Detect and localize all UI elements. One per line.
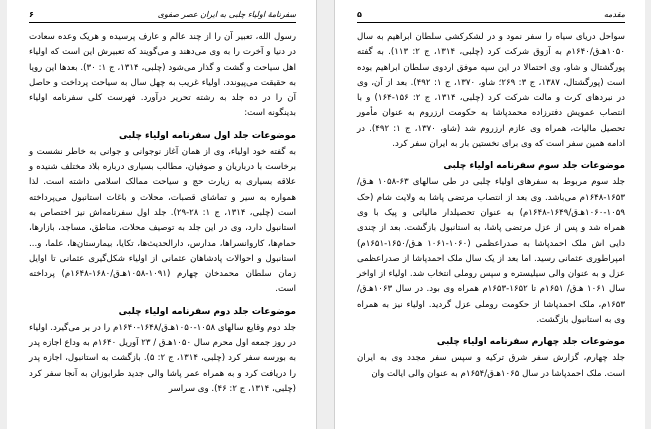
right-page	[334, 0, 645, 429]
section-heading: موضوعات جلد اول سفرنامه اولیاء چلبی	[118, 130, 296, 141]
page-number: ۶	[29, 10, 34, 19]
left-page	[7, 0, 317, 429]
page-header	[29, 8, 296, 23]
running-title: مقدمه	[603, 10, 625, 19]
section-heading: موضوعات جلد سوم سفرنامه اولیاء چلبی	[443, 161, 625, 172]
section-heading: موضوعات جلد دوم سفرنامه اولیاء چلبی	[118, 306, 296, 317]
page-content	[29, 30, 296, 429]
paragraph: جلد چهارم، گزارش سفر شرق ترکیه و سپس سفر مجدد وی به ایران است. ملک احمدپاشا در سال ۱۰۶۵هـ‌ق/۱۶۵۴م به عنوان والی ایالت وان	[357, 353, 625, 379]
paragraph: سواحل دریای سیاه را سفر نمود و در لشکرکشی سلطان ابراهیم به سال ۱۰۵۰هـ‌ق/۱۶۴۰م به آزوق شرکت کرد (چلبی، ۱۳۱۴، ج ۲: ۱۱۳). به گفته پورگشتال و شاو، وی احتمالا در این سپه موفق اردوی سلطان ابراهیم بوده است (پورگشتال، ۱۳۸۷، ج ۳: ۲۶۹؛ شاو، ۱۳۷۰، ج ۱: ۴۹۲). بعد از آن، وی در نبردهای کرت و مالت شرکت کرد (چلبی، ۱۳۱۴، ج ۲: ۱۵۶-۱۶۴) و با انتصاب عمویش دفترزاده محمدپاشا به حکومت ارزروم به عنوان مأمور تحصیل مالیات، همراه وی عازم ارزروم شد (شاو، ۱۳۷۰، ج ۱: ۴۹۲). در ادامه همین سفر است که وی برای نخستین بار به ایران سفر کرد.	[357, 32, 625, 150]
section-heading: موضوعات جلد چهارم سفرنامه اولیاء چلبی	[436, 337, 625, 348]
page-header	[357, 8, 625, 23]
paragraph: رسول الله، تعبیر آن را از چند عالم و عارف پرسیده و هریک وعده سعادت در دنیا و آخرت را به وی می‌دهند و می‌گویند که تعبیرش این است که اولیاء اهل سیاحت و گشت و گذار می‌شود (چلبی، ۱۳۱۴، ج ۱: ۳۰). بعدها این رویا به حقیقت می‌پیوندد. اولیاء غریب به چهل سال به سیاحت پرداخت و حاصل آن را در ده جلد به رشته تحریر درآورد. فهرست کلی سفرنامه اولیاء بدینگونه است:	[29, 32, 296, 119]
running-title: سفرنامهٔ اولیاء چلبی به ایران عصر صفوی	[157, 10, 296, 19]
paragraph: به گفته خود اولیاء، وی از همان آغاز نوجوانی و جوانی به خاطر نشست و برخاست با درباریان و صوفیان، مطالب بسیاری درباره بلاد مختلف شنیده و علاقه بسیاری به زیارت حج و سیاحت ممالک اسلامی داشته است. لذا همواره به سیر و تماشای قصبات، محلات و باغات استانبول می‌پرداخته است (چلبی، ۱۳۱۴، ج ۱: ۲۸-۲۹). جلد اول سفرنامه‌اش نیز اختصاص به استانبول دارد، وی در این جلد به توصیف محلات، مناطق، مساجد، بازارها، حمام‌ها، کاروانسراها، مدارس، دارالحدیث‌ها، تکایا، بیمارستان‌ها، علما، و... استانبول و احوالات پادشاهان عثمانی از اولیاء شکل‌گیری عثمانی تا اوایل زمان سلطان محمدخان چهارم (۱۰۹۱-۱۰۵۸هـ‌ق/۱۶۸۰-۱۶۴۸م) پرداخته است.	[29, 146, 296, 295]
page-content	[357, 30, 625, 429]
paragraph: جلد دوم وقایع سالهای ۱۰۵۸-۱۰۵۰هـ‌ق/۱۶۴۸-۱۶۴۰م را در بر می‌گیرد. اولیاء در روز جمعه اول محرم سال ۱۰۵۰هـ‌ق / ۲۳ آوریل ۱۶۴۰م به وداع اجازه پدر به بورسه سفر کرد (چلبی، ۱۳۱۴، ج ۲: ۵). بازگشت به استانبول، اجازه پدر را دریافت کرد و به همراه عمر پاشا والی جدید طرابوزان به آنجا سفر کرد (چلبی، ۱۳۱۴، ج ۲: ۴۶). وی سراسر	[29, 322, 296, 394]
page-number: ۵	[357, 10, 362, 19]
paragraph: جلد سوم مربوط به سفرهای اولیاء چلبی در طی سالهای ۶۳-۱۰۵۸ هـ‌ق/۱۶۵۳-۱۶۴۸م می‌باشد. وی بعد از انتصاب مرتضی پاشا به ولایت شام (حک ۱۰۵۹-۱۰۶۰هـ‌ق/۱۶۴۹-۱۶۴۸م) به عنوان تحصیلدار مالیاتی و پیک با وی همراه شد و پس از عزل مرتضی پاشا، به استانبول بازگشت. بعد از چندی دایی اش ملک احمدپاشا به صدراعظمی (۱۰۶۰-۱۰۶۱ هـ‌ق/۱۶۵۰-۱۶۵۱م) امپراطوری عثمانی رسید. اما بعد از یک سال ملک احمدپاشا از صدراعظمی عزل و به عنوان والی سیلیستره و سپس روملی انتخاب شد. اولیاء از اواخر سال ۱۰۶۱ هـ‌ق/ ۱۶۵۱م تا ۱۶۵۲-۱۶۵۳م همراه وی بود. در سال ۱۰۶۳هـ‌ق/۱۶۵۳م، ملک احمدپاشا از حکومت روملی عزل گردید. اولیاء نیز به همراه وی به استانبول بازگشت.	[357, 177, 626, 326]
